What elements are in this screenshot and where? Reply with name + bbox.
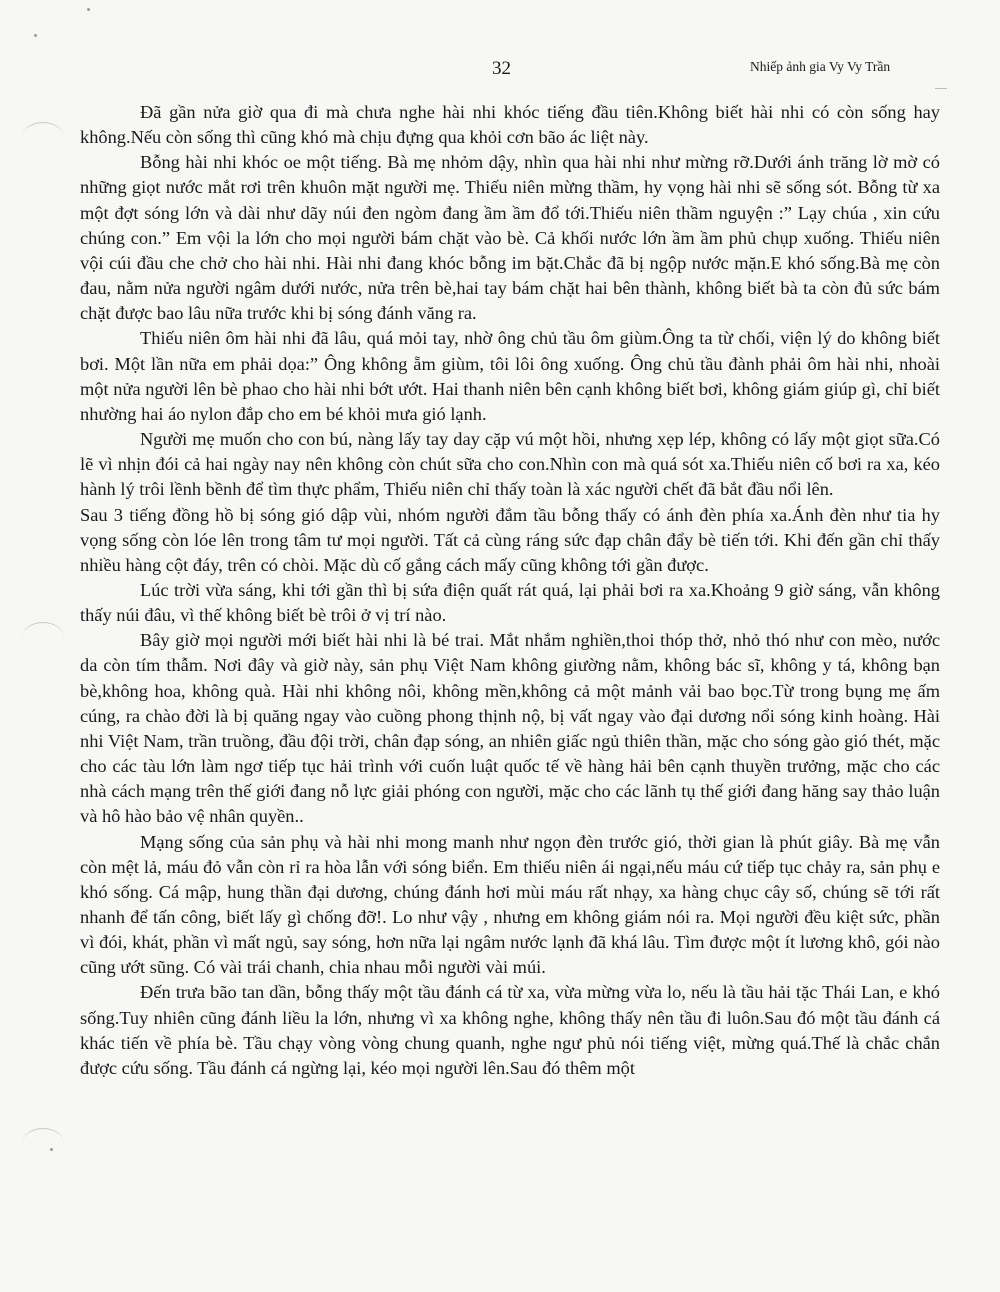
- paragraph: Mạng sống của sản phụ và hài nhi mong manh như ngọn đèn trước gió, thời gian là phút giây. Bà mẹ vẫn còn mệt lả, máu đỏ vẫn còn rỉ ra hòa lẫn với sóng biển. Em thiếu niên ái ngại,nếu máu cứ tiếp tục chảy ra, sản phụ e khó sống. Cá mập, hung thần đại dương, chúng đánh hơi mùi máu rất nhạy, xa hàng chục cây số, chúng sẽ tới rất nhanh để tấn công, biết lấy gì chống đỡ!. Lo như vậy , nhưng em không giám nói ra. Mọi người đều kiệt sức, phần vì đói, khát, phần vì mất ngủ, say sóng, hơn nữa lại ngâm nước lạnh đã khá lâu. Tìm được một ít lương khô, gói nào cũng ướt sũng. Có vài trái chanh, chia nhau mỗi người vài múi.: [80, 831, 940, 978]
- paragraph: Bỗng hài nhi khóc oe một tiếng. Bà mẹ nhỏm dậy, nhìn qua hài nhi như mừng rỡ.Dưới ánh trăng lờ mờ có những giọt nước mắt rơi trên khuôn mặt người mẹ. Thiếu niên mừng thầm, hy vọng hài nhi sẽ sống sót. Bỗng từ xa một đợt sóng lớn và dài như dãy núi đen ngòm đang ầm ầm đổ tới.Thiếu niên thầm nguyện :” Lạy chúa , xin cứu chúng con.” Em vội la lớn cho mọi người bám chặt vào bè. Cả khối nước lớn ầm ầm phủ chụp xuống. Thiếu niên vội cúi đầu che chở cho hài nhi. Hài nhi đang khóc bỗng im bặt.Chắc đã bị ngộp nước mặn.E khó sống.Bà mẹ còn đau, nằm nửa người ngâm dưới nước, nửa trên bè,hai tay bám chặt hai bên thành, không biết bà ta còn đủ sức bám chặt được bao lâu nữa trước khi bị sóng đánh văng ra.: [80, 152, 940, 324]
- paragraph: Thiếu niên ôm hài nhi đã lâu, quá mỏi tay, nhờ ông chủ tầu ôm giùm.Ông ta từ chối, viện lý do không biết bơi. Một lần nữa em phải dọa:” Ông không ẵm giùm, tôi lôi ông xuống. Ông chủ tầu đành phải ôm hài nhi, nhoài một nửa người lên bè phao cho hài nhi bớt ướt. Hai thanh niên bên cạnh không biết bơi, không giám giúp gì, chỉ biết nhường hai áo nylon đắp cho em bé khỏi mưa gió lạnh.: [80, 328, 940, 424]
- paragraph: Đến trưa bão tan dần, bỗng thấy một tầu đánh cá từ xa, vừa mừng vừa lo, nếu là tầu hải tặc Thái Lan, e khó sống.Tuy nhiên cũng đánh liều la lớn, nhưng vì xa không nghe, không thấy nên tầu đi luôn.Sau đó một tầu đánh cá khác tiến về phía bè. Tầu chạy vòng vòng chung quanh, nghe ngư phủ nói tiếng việt, mừng quá.Thế là chắc chắn được cứu sống. Tầu đánh cá ngừng lại, kéo mọi người lên.Sau đó thêm một: [80, 982, 940, 1078]
- punch-hole-bottom: [22, 1128, 64, 1159]
- header-credit: Nhiếp ảnh gia Vy Vy Trần: [750, 59, 891, 74]
- punch-hole-top: [22, 122, 64, 153]
- scan-mark: [935, 88, 947, 89]
- paragraph: Đã gần nửa giờ qua đi mà chưa nghe hài nhi khóc tiếng đầu tiên.Không biết hài nhi có còn sống hay không.Nếu còn sống thì cũng khó mà chịu đựng qua khỏi cơn bão ác liệt này.: [80, 102, 940, 148]
- paragraph: Bây giờ mọi người mới biết hài nhi là bé trai. Mắt nhắm nghiền,thoi thóp thở, nhỏ thó như con mèo, nước da còn tím thẫm. Nơi đây và giờ này, sản phụ Việt Nam không giường nằm, không bác sĩ, không y tá, không bạn bè,không hoa, không quà. Hài nhi không nôi, không mền,không cả một mảnh vải bao bọc.Từ trong bụng mẹ ấm cúng, ra chào đời là bị quăng ngay vào cuồng phong thịnh nộ, bị vất ngay vào đại dương nổi sóng kinh hoàng. Hài nhi Việt Nam, trần truồng, đầu đội trời, chân đạp sóng, an nhiên giấc ngủ thiên thần, mặc cho sóng gào gió thét, mặc cho các tàu lớn làm ngơ tiếp tục hải trình với cuốn luật quốc tế về hàng hải bên cạnh thuyền trưởng, mặc cho các nhà cách mạng trên thế giới đang nỗ lực giải phóng con người, mặc cho các lãnh tụ thế giới đang hăng say thảo luận và hô hào bảo vệ nhân quyền..: [80, 630, 940, 827]
- body-text: [80, 100, 940, 1081]
- punch-hole-middle: [22, 622, 64, 653]
- paragraph: Người mẹ muốn cho con bú, nàng lấy tay day cặp vú một hồi, nhưng xẹp lép, không có lấy một giọt sữa.Có lẽ vì nhịn đói cả hai ngày nay nên không còn chút sữa cho con.Nhìn con mà quá sót xa.Thiếu niên cố bơi ra xa, kéo hành lý trôi lềnh bềnh để tìm thực phẩm, Thiếu niên chỉ thấy toàn là xác người chết đã bắt đầu nổi lên.: [80, 429, 940, 500]
- scan-speck: [50, 1148, 53, 1151]
- scan-speck: [87, 8, 90, 11]
- page-number: 32: [492, 58, 511, 79]
- scan-speck: [34, 34, 37, 37]
- paragraph: Lúc trời vừa sáng, khi tới gần thì bị sứa điện quất rát quá, lại phải bơi ra xa.Khoảng 9 giờ sáng, vẫn không thấy núi đâu, vì thế không biết bè trôi ở vị trí nào.: [80, 579, 940, 626]
- paragraph: Sau 3 tiếng đồng hồ bị sóng gió dập vùi, nhóm người đắm tầu bỗng thấy có ánh đèn phía xa.Ánh đèn như tia hy vọng sống còn lóe lên trong tâm tư mọi người. Tất cả cùng ráng sức đạp chân đẩy bè tiến tới. Khi đến gần chỉ thấy nhiều hàng cột đáy, trên có chòi. Mặc dù cố gắng cách mấy cũng không tới gần được.: [80, 504, 940, 575]
